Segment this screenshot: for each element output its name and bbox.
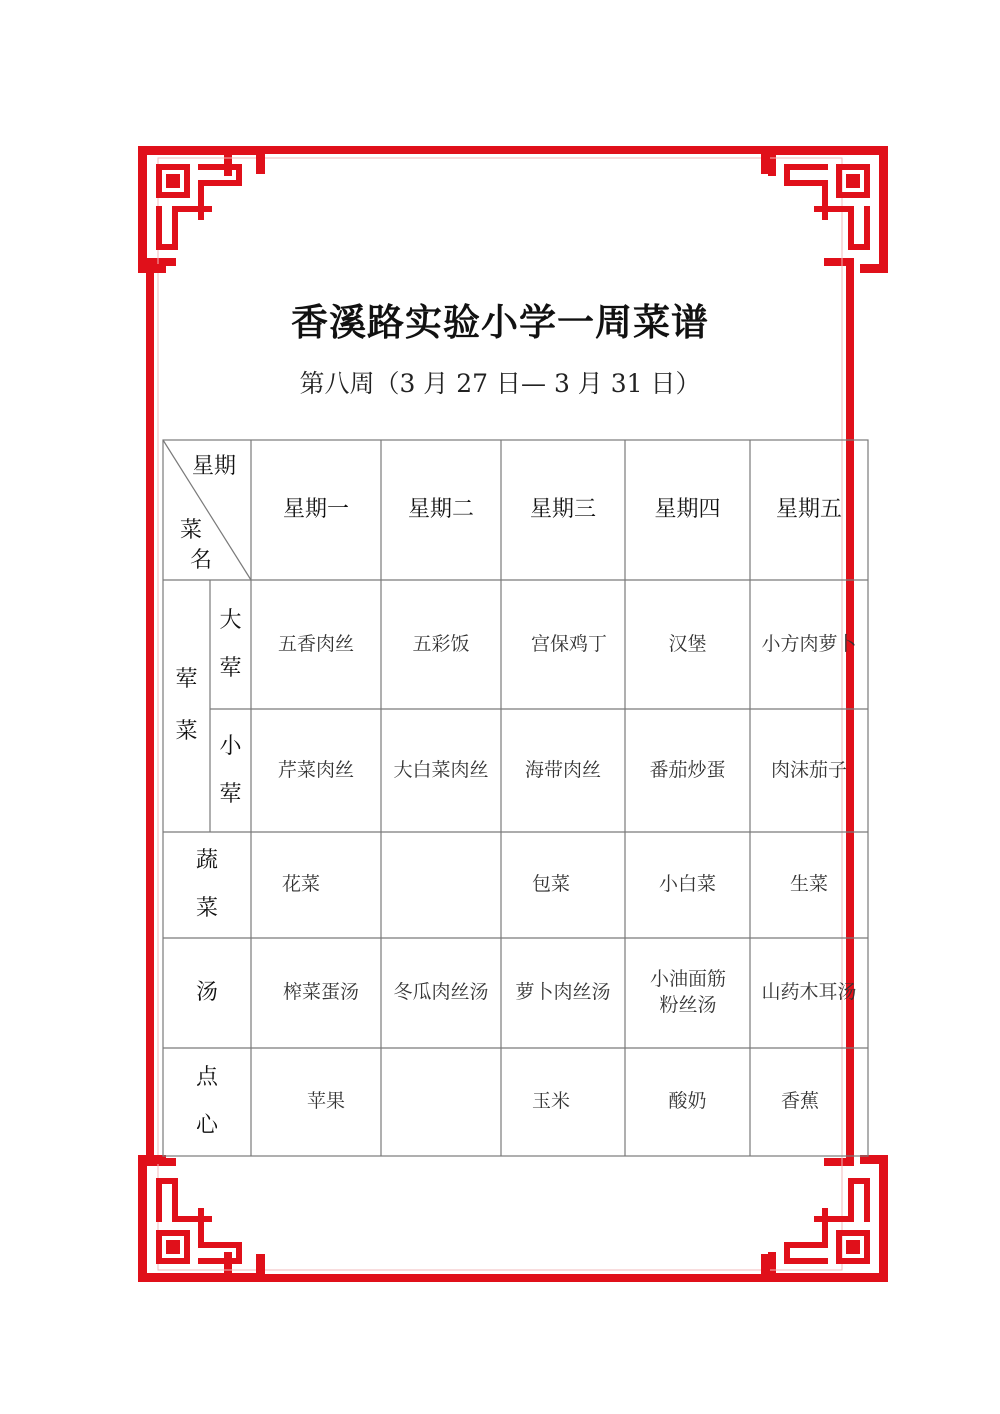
dish-cell: 芹菜肉丝 — [277, 758, 354, 781]
day-header-1: 星期一 — [282, 497, 349, 523]
dish-cell: 花菜 — [281, 873, 320, 896]
row-label-small-meat — [210, 709, 251, 832]
dish-cell: 苹果 — [306, 1090, 345, 1113]
row-label-snack-char-1: 点 — [195, 1065, 218, 1091]
dish-cell: 五彩饭 — [412, 632, 470, 655]
row-label-soup-char: 汤 — [195, 980, 218, 1006]
dish-cell: 大白菜肉丝 — [393, 758, 489, 781]
week-subtitle: 第八周（3 月 27 日— 3 月 31 日） — [299, 369, 701, 398]
row-label-big-meat — [210, 580, 251, 709]
dish-cell: 包菜 — [531, 873, 570, 896]
day-header-5: 星期五 — [775, 497, 842, 523]
dish-cell: 山药木耳汤 — [761, 981, 857, 1004]
day-header-2: 星期二 — [407, 497, 474, 523]
dish-cell: 酸奶 — [668, 1090, 707, 1113]
dish-cell: 小白菜 — [658, 873, 716, 896]
row-label-meat-char-2: 菜 — [175, 719, 198, 744]
row-label-small-meat-char-2: 荤 — [219, 781, 242, 807]
row-label-vegetable-char-2: 菜 — [195, 896, 218, 921]
dish-cell — [381, 1048, 501, 1156]
corner-label-dish-2: 名 — [189, 548, 212, 574]
row-label-vegetable — [163, 832, 251, 938]
dish-cell: 海带肉丝 — [524, 758, 601, 781]
dish-cell: 冬瓜肉丝汤 — [393, 981, 489, 1004]
dish-cell: 玉米 — [531, 1090, 570, 1113]
row-label-big-meat-char-2: 荤 — [219, 655, 242, 681]
corner-label-weekday: 星期 — [191, 454, 236, 480]
dish-cell: 小油面筋粉丝汤 — [649, 968, 726, 1016]
dish-cell: 榨菜蛋汤 — [282, 981, 359, 1004]
page-title: 香溪路实验小学一周菜谱 — [291, 301, 709, 344]
dish-cell: 生菜 — [789, 873, 828, 896]
dish-cell: 汉堡 — [668, 632, 707, 655]
dish-cell: 萝卜肉丝汤 — [515, 981, 611, 1004]
row-label-meat-char-1: 荤 — [175, 667, 198, 693]
row-label-vegetable-char-1: 蔬 — [195, 848, 218, 874]
dish-cell: 番茄炒蛋 — [649, 758, 726, 781]
dish-cell: 香蕉 — [780, 1090, 819, 1113]
dish-cell: 宫保鸡丁 — [530, 632, 607, 655]
dish-cell: 小方肉萝卜 — [761, 632, 857, 655]
day-header-3: 星期三 — [529, 497, 596, 523]
row-label-small-meat-char-1: 小 — [219, 733, 242, 759]
dish-cell: 五香肉丝 — [277, 632, 354, 655]
dish-cell: 肉沫茄子 — [770, 758, 847, 781]
row-label-meat-group — [163, 580, 210, 832]
row-label-snack-char-2: 心 — [195, 1113, 218, 1138]
row-label-snack — [163, 1048, 251, 1156]
corner-label-dish-1: 菜 — [179, 518, 202, 544]
row-label-soup — [163, 938, 251, 1048]
day-header-4: 星期四 — [654, 497, 721, 523]
dish-cell — [381, 832, 501, 938]
row-label-big-meat-char-1: 大 — [219, 607, 242, 633]
